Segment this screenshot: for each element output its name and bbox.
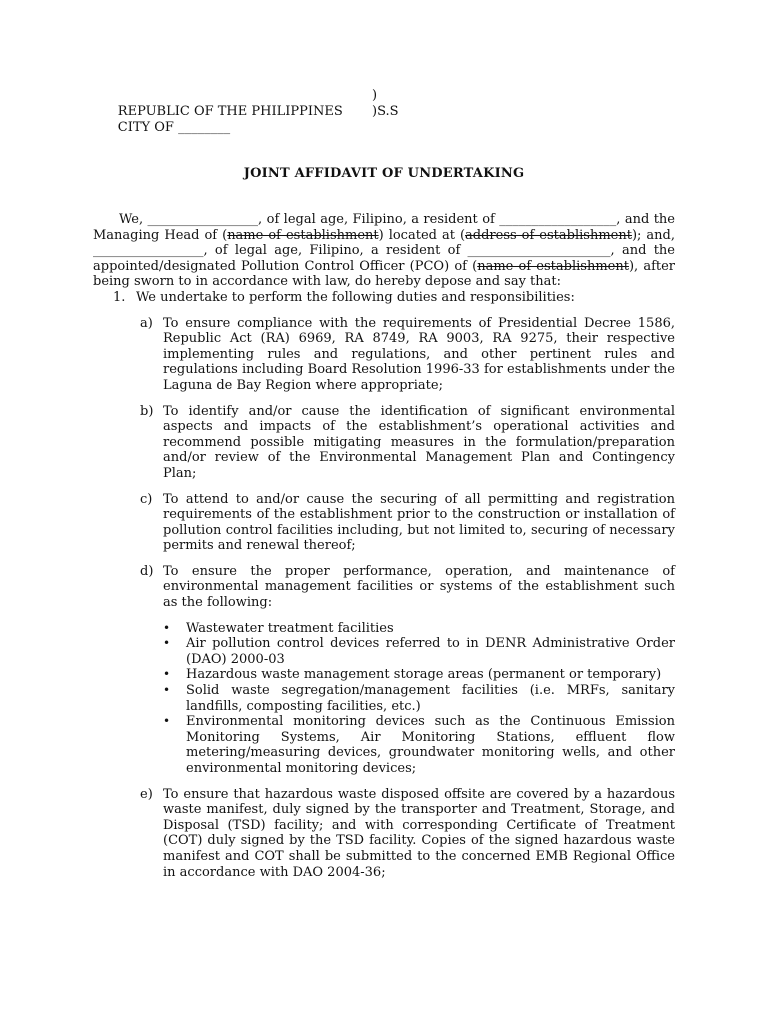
caption-line-2 <box>93 104 513 135</box>
caption-paren: ) <box>372 88 378 103</box>
struck-establishment-name-1: name of establishment <box>227 227 379 243</box>
duty-label: b) <box>140 403 154 419</box>
duty-text: To identify and/or cause the identification of significant environmental aspects and impacts of the establishment’s operational activities and recommend possible mitigating measures in the formulation/preparation and/or review of the Environmental Management Plan and Contingency Plan; <box>163 403 675 481</box>
duty-item-b <box>93 404 675 482</box>
caption-ss: )S.S <box>372 104 399 119</box>
bullet-icon: • <box>163 620 171 635</box>
bullet-icon: • <box>163 636 171 651</box>
bullet-icon: • <box>163 714 171 729</box>
duty-item-c <box>93 492 675 554</box>
duty-label: a) <box>140 315 153 331</box>
item-number: 1. <box>113 289 126 305</box>
caption-republic: REPUBLIC OF THE PHILIPPINES <box>117 103 343 119</box>
bullet-item <box>93 667 675 683</box>
numbered-item-1 <box>113 290 675 306</box>
duty-label: e) <box>140 786 153 802</box>
facilities-bullet-list <box>93 621 675 777</box>
duty-text: To ensure that hazardous waste disposed offsite are covered by a hazardous waste manifest, duly signed by the transporter and Treatment, Storage, and Disposal (TSD) facility; and with corresponding Certificate of Treatment (COT) duly signed by the TSD facility. Copies of the signed hazardous waste manifest and COT shall be submitted to the concerned EMB Regional Office in accordance with DAO 2004-36; <box>163 786 675 880</box>
bullet-item <box>93 621 675 637</box>
intro-text-1: We, _________________, of legal age, Filipino, a resident of __________________, and the Managing Head of ( <box>93 212 675 243</box>
intro-text-3: ); and, _________________, of legal age, Filipino, a resident of ______________________, and the appointed/designated Pollution Control Officer (PCO) of ( <box>93 227 675 274</box>
document-title: JOINT AFFIDAVIT OF UNDERTAKING <box>243 166 525 181</box>
duty-item-a <box>93 316 675 394</box>
intro-text-2: ) located at ( <box>378 227 466 243</box>
bullet-item <box>93 683 675 714</box>
intro-text-4: ), after being sworn to in accordance with law, do hereby depose and say that: <box>93 258 676 290</box>
duty-text: To ensure the proper performance, operation, and maintenance of environmental management facilities or systems of the establishment such as the following: <box>163 563 675 611</box>
bullet-text: Wastewater treatment facilities <box>186 620 394 636</box>
duty-label: c) <box>140 491 153 507</box>
duty-text: To attend to and/or cause the securing of all permitting and registration requirements of the establishment prior to the construction or installation of pollution control facilities including, but not limited to, securing of necessary permits and renewal thereof; <box>163 491 675 554</box>
duty-text: To ensure compliance with the requirements of Presidential Decree 1586, Republic Act (RA) 6969, RA 8749, RA 9003, RA 9275, their respective implementing rules and regulations, and other pertinent rules and regulations including Board Resolution 1996-33 for establishments under the Laguna de Bay Region where appropriate; <box>163 315 675 393</box>
bullet-text: Air pollution control devices referred to in DENR Administrative Order (DAO) 2000-03 <box>186 636 675 667</box>
bullet-text: Solid waste segregation/management facilities (i.e. MRFs, sanitary landfills, composting facilities, etc.) <box>186 683 675 714</box>
intro-paragraph <box>93 212 675 290</box>
bullet-icon: • <box>163 667 171 682</box>
struck-establishment-name-2: name of establishment <box>477 258 629 274</box>
duty-item-d <box>93 564 675 777</box>
bullet-text: Environmental monitoring devices such as the Continuous Emission Monitoring Systems, Air Monitoring Stations, effluent flow metering/measuring devices, groundwater monitoring wells, and other environmental monitoring devices; <box>186 714 675 776</box>
bullet-item <box>93 636 675 667</box>
item-text: We undertake to perform the following duties and responsibilities: <box>136 289 575 305</box>
duties-list <box>93 316 675 881</box>
caption-header <box>93 88 513 135</box>
duty-label: d) <box>140 563 154 579</box>
document-body <box>93 212 675 890</box>
bullet-item <box>93 714 675 776</box>
caption-city: CITY OF ________ <box>117 119 231 135</box>
duty-item-e <box>93 787 675 881</box>
bullet-icon: • <box>163 683 171 698</box>
struck-establishment-address: address of establishment <box>465 227 632 243</box>
bullet-text: Hazardous waste management storage areas (permanent or temporary) <box>186 667 662 683</box>
